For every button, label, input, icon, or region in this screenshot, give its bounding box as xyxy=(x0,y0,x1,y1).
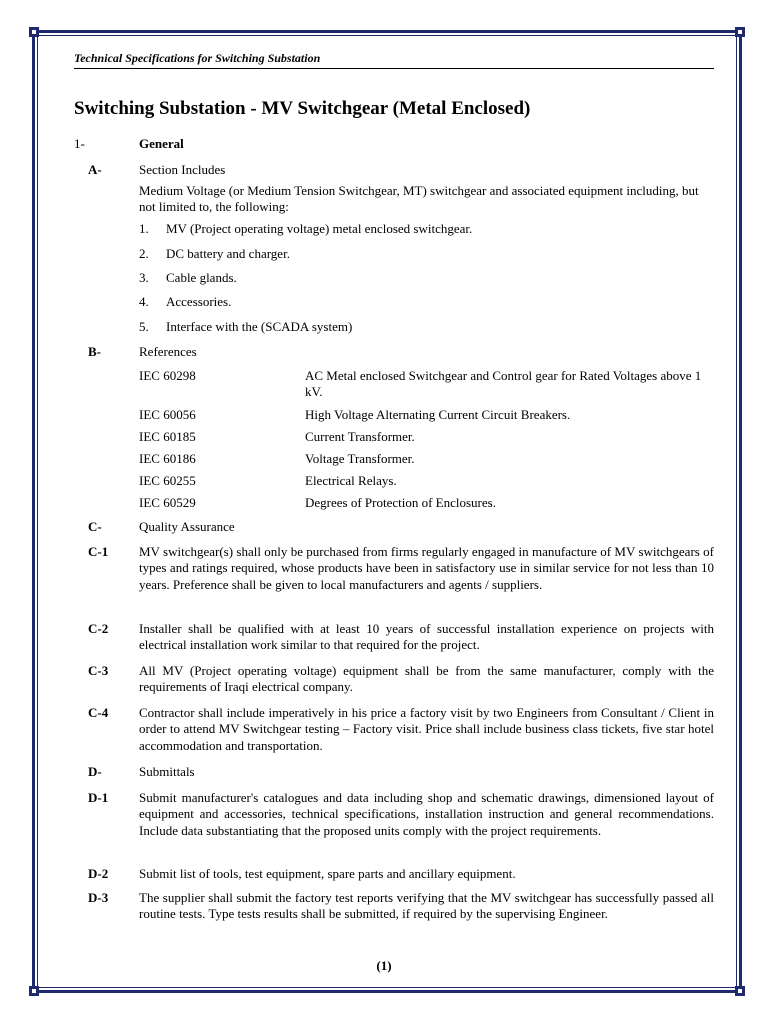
reference-description: High Voltage Alternating Current Circuit Breakers. xyxy=(305,407,571,422)
clause-d2-text: Submit list of tools, test equipment, spare parts and ancillary equipment. xyxy=(139,866,516,881)
section-number: 1- xyxy=(74,136,85,151)
reference-description: AC Metal enclosed Switchgear and Control gear for Rated Voltages above 1 kV. xyxy=(305,368,702,400)
reference-code: IEC 60298 xyxy=(139,368,196,383)
list-number: 5. xyxy=(139,319,149,334)
clause-c4-text: Contractor shall include imperatively in his price a factory visit by two Engineers from Consultant / Client in order to attend MV Switchgear testing – Factory visit. Price shall include business class tickets, five star hotel accommodation and transportation. xyxy=(139,705,714,753)
clause-c1-label: C-1 xyxy=(88,544,109,559)
list-item: Accessories. xyxy=(166,294,232,309)
clause-c2-text: Installer shall be qualified with at least 10 years of successful installation experience on projects with electrical installation work similar to that required for the project. xyxy=(139,621,714,653)
reference-description: Electrical Relays. xyxy=(305,473,397,488)
subsection-d-label: D- xyxy=(88,764,102,779)
clause-d2-label: D-2 xyxy=(88,866,109,881)
clause-c3-label: C-3 xyxy=(88,663,109,678)
list-item: Interface with the (SCADA system) xyxy=(166,319,353,334)
clause-c1-text: MV switchgear(s) shall only be purchased from firms regularly engaged in manufacture of MV switchgears of types and ratings required, whose products have been in satisfactory use in similar service for not less than 10 years. Preference shall be given to local manufacturers and agents / suppliers. xyxy=(139,544,714,592)
running-header: Technical Specifications for Switching Substation xyxy=(74,51,714,69)
corner-ornament xyxy=(735,27,745,37)
subsection-d-heading: Submittals xyxy=(139,764,195,779)
clause-d1-text: Submit manufacturer's catalogues and data including shop and schematic drawings, dimensioned layout of equipment and accessories, technical specifications, installation instruction and general recommendations. Include data substantiating that the proposed units comply with the project requirements. xyxy=(139,790,714,838)
clause-d3-label: D-3 xyxy=(88,890,109,905)
corner-ornament xyxy=(29,986,39,996)
subsection-c-label: C- xyxy=(88,519,102,534)
clause-d1-label: D-1 xyxy=(88,790,109,805)
clause-c2-label: C-2 xyxy=(88,621,109,636)
list-number: 4. xyxy=(139,294,149,309)
reference-code: IEC 60185 xyxy=(139,429,196,444)
reference-description: Degrees of Protection of Enclosures. xyxy=(305,495,496,510)
subsection-b-label: B- xyxy=(88,344,101,359)
list-item: MV (Project operating voltage) metal enclosed switchgear. xyxy=(166,221,473,236)
corner-ornament xyxy=(29,27,39,37)
subsection-c-heading: Quality Assurance xyxy=(139,519,235,534)
clause-c4-label: C-4 xyxy=(88,705,109,720)
clause-c3-text: All MV (Project operating voltage) equipment shall be from the same manufacturer, comply with the requirements of Iraqi electrical company. xyxy=(139,663,714,695)
reference-description: Voltage Transformer. xyxy=(305,451,415,466)
reference-code: IEC 60529 xyxy=(139,495,196,510)
subsection-a-heading: Section Includes xyxy=(139,162,226,177)
reference-description: Current Transformer. xyxy=(305,429,415,444)
list-item: Cable glands. xyxy=(166,270,237,285)
subsection-a-intro: Medium Voltage (or Medium Tension Switchgear, MT) switchgear and associated equipment including, but not limited to, the following: xyxy=(139,183,699,215)
reference-code: IEC 60056 xyxy=(139,407,196,422)
page-number: (1) xyxy=(376,958,392,973)
reference-code: IEC 60255 xyxy=(139,473,196,488)
section-label: General xyxy=(139,136,184,151)
reference-code: IEC 60186 xyxy=(139,451,196,466)
page-title: Switching Substation - MV Switchgear (Metal Enclosed) xyxy=(74,98,531,119)
list-number: 3. xyxy=(139,270,149,285)
list-number: 2. xyxy=(139,246,149,261)
subsection-b-heading: References xyxy=(139,344,197,359)
list-item: DC battery and charger. xyxy=(166,246,290,261)
subsection-a-label: A- xyxy=(88,162,102,177)
corner-ornament xyxy=(735,986,745,996)
clause-d3-text: The supplier shall submit the factory test reports verifying that the MV switchgear has successfully passed all routine tests. Type tests results shall be submitted, if required by the supervising Engineer. xyxy=(139,890,714,922)
list-number: 1. xyxy=(139,221,149,236)
